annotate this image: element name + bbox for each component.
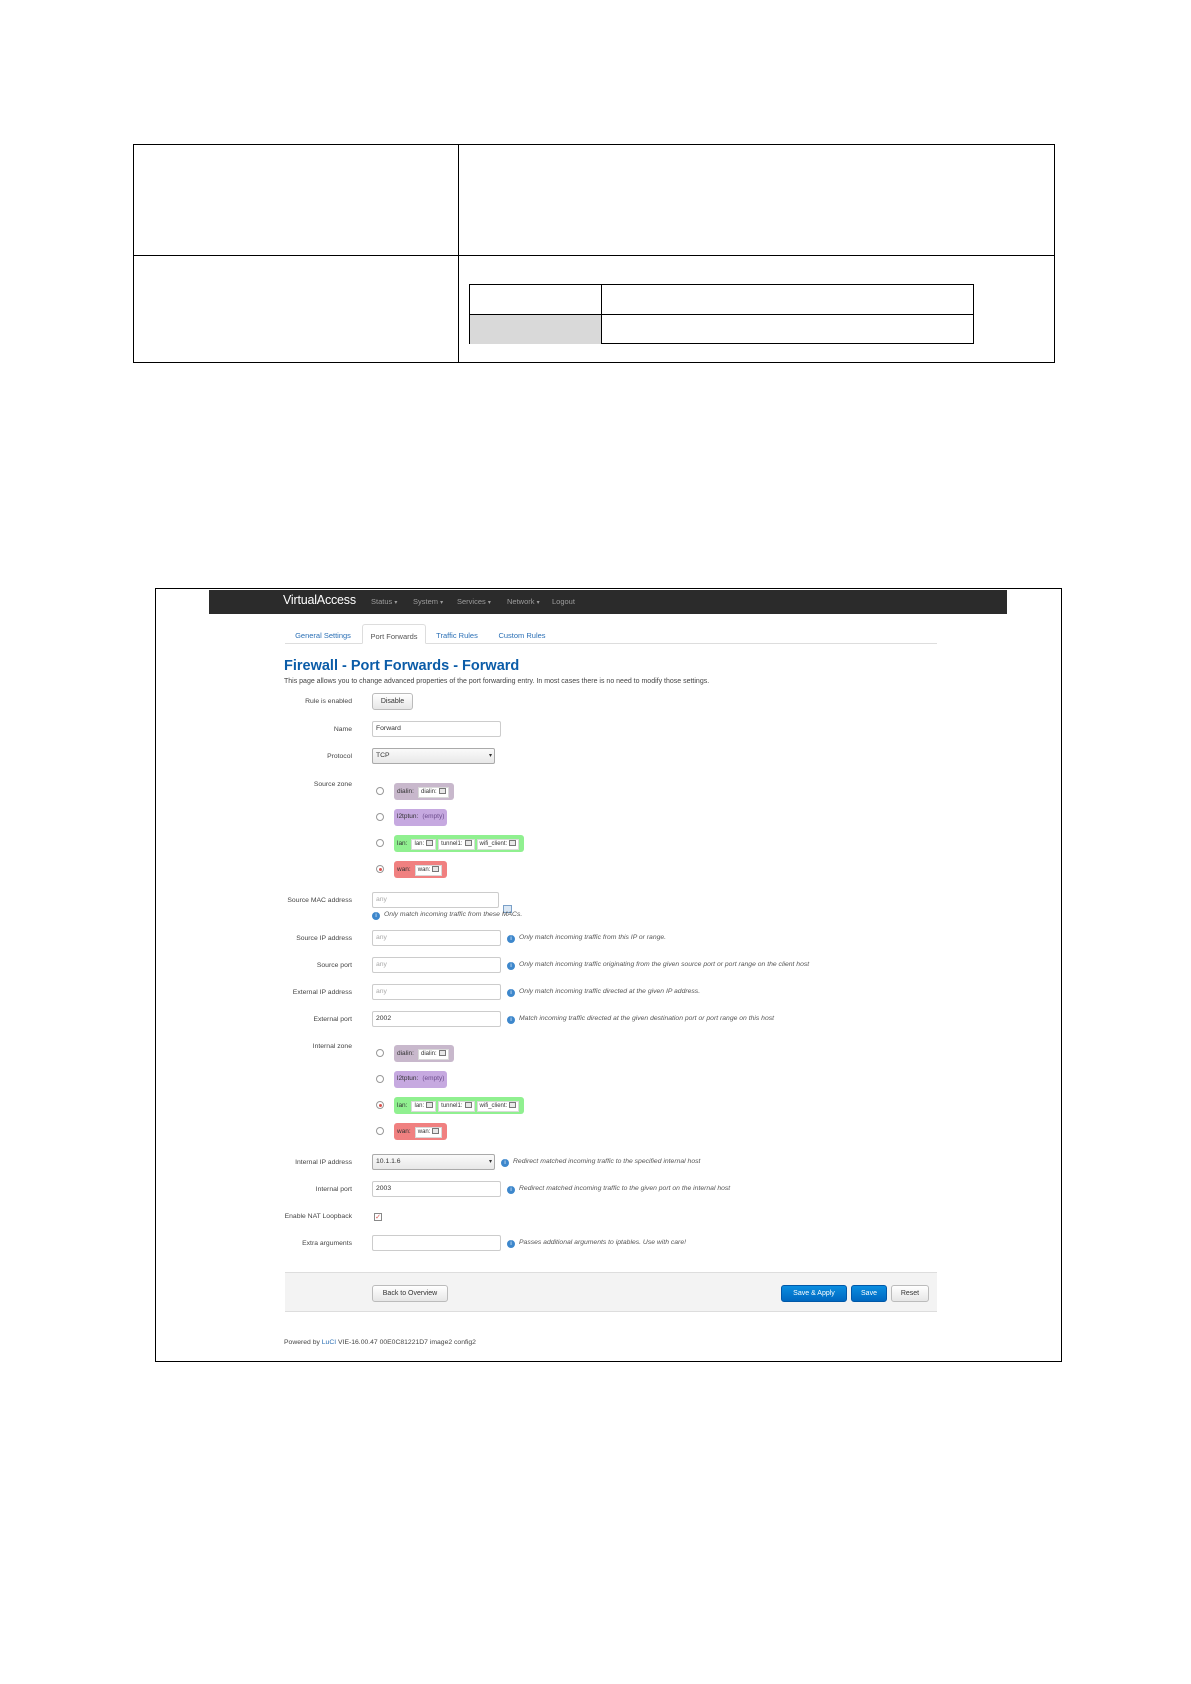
zone-name: wan: <box>397 866 411 873</box>
internal-port-label: Internal port <box>315 1186 352 1193</box>
name-input[interactable]: Forward <box>372 721 501 737</box>
nested-table <box>469 284 974 344</box>
source-zone-radio-dialin[interactable] <box>376 787 384 795</box>
top-navbar <box>209 590 1007 614</box>
source-ip-label: Source IP address <box>296 935 352 942</box>
network-device-icon <box>432 1128 439 1134</box>
source-zone-radio-wan[interactable] <box>376 865 384 873</box>
source-zone-radio-lan[interactable] <box>376 839 384 847</box>
nested-table-divider-horizontal <box>470 314 973 315</box>
network-device-icon <box>439 788 446 794</box>
device-chip: dialin: <box>418 787 449 798</box>
info-icon: i <box>507 935 515 943</box>
source-zone-radio-l2tptun[interactable] <box>376 813 384 821</box>
network-device-icon <box>439 1050 446 1056</box>
info-icon: i <box>507 1016 515 1024</box>
protocol-value: TCP <box>376 752 390 759</box>
device-chip: tunnel1: <box>438 1101 474 1112</box>
internal-zone-label: Internal zone <box>312 1043 352 1050</box>
extra-arguments-label: Extra arguments <box>302 1240 352 1247</box>
tab-traffic-rules[interactable]: Traffic Rules <box>436 631 478 640</box>
external-port-help: i Match incoming traffic directed at the given destination port or port range on this host <box>507 1015 774 1024</box>
device-chip: lan: <box>411 839 436 850</box>
rule-enabled-label: Rule is enabled <box>305 698 352 705</box>
action-bar <box>285 1272 937 1312</box>
zone-badge-dialin <box>394 783 454 800</box>
internal-ip-label: Internal IP address <box>295 1159 352 1166</box>
internal-zone-radio-wan[interactable] <box>376 1127 384 1135</box>
dropdown-arrow-icon: ▾ <box>488 1159 492 1165</box>
chevron-down-icon: ▾ <box>394 600 398 606</box>
tab-general-settings[interactable]: General Settings <box>295 631 351 640</box>
zone-name: lan: <box>397 840 408 847</box>
info-icon: i <box>507 1240 515 1248</box>
external-port-label: External port <box>313 1016 352 1023</box>
device-chip: wifi_client: <box>477 839 520 850</box>
internal-port-help: i Redirect matched incoming traffic to the given port on the internal host <box>507 1185 730 1194</box>
zone-name: lan: <box>397 1102 408 1109</box>
tunnel-icon <box>465 840 472 846</box>
internal-ip-select[interactable] <box>372 1154 495 1170</box>
zone-badge-l2tptun <box>394 809 447 826</box>
device-chip: lan: <box>411 1101 436 1112</box>
zone-name: l2tptun: <box>397 1075 419 1082</box>
nat-loopback-label: Enable NAT Loopback <box>284 1213 352 1220</box>
chevron-down-icon: ▾ <box>487 600 491 606</box>
protocol-select[interactable] <box>372 748 495 764</box>
wifi-icon <box>509 840 516 846</box>
save-apply-button[interactable]: Save & Apply <box>781 1285 847 1302</box>
source-mac-input[interactable]: any <box>372 892 499 908</box>
tab-port-forwards[interactable]: Port Forwards <box>362 624 426 644</box>
wifi-icon <box>509 1102 516 1108</box>
device-chip: wan: <box>415 1127 443 1138</box>
zone-badge-wan <box>394 1123 447 1140</box>
device-chip: wifi_client: <box>477 1101 520 1112</box>
zone-empty-text: (empty) <box>422 1075 445 1082</box>
reset-button[interactable]: Reset <box>891 1285 929 1302</box>
zone-name: dialin: <box>397 1050 414 1057</box>
zone-badge-lan <box>394 835 524 852</box>
chevron-down-icon: ▾ <box>536 600 540 606</box>
ethernet-icon <box>426 840 433 846</box>
zone-name: dialin: <box>397 788 414 795</box>
nav-system[interactable]: System ▾ <box>413 597 444 606</box>
source-ip-help: i Only match incoming traffic from this IP or range. <box>507 934 666 943</box>
info-icon: i <box>507 989 515 997</box>
tunnel-icon <box>465 1102 472 1108</box>
table-divider-vertical <box>458 145 459 362</box>
internal-ip-value: 10.1.1.6 <box>376 1158 401 1165</box>
save-button[interactable]: Save <box>851 1285 887 1302</box>
internal-ip-help: i Redirect matched incoming traffic to the specified internal host <box>501 1158 700 1167</box>
tab-custom-rules[interactable]: Custom Rules <box>498 631 546 640</box>
protocol-label: Protocol <box>327 753 352 760</box>
device-chip: wan: <box>415 865 443 876</box>
external-port-input[interactable]: 2002 <box>372 1011 501 1027</box>
source-port-input[interactable]: any <box>372 957 501 973</box>
powered-by-footer: Powered by LuCI VIE-16.00.47 00E0C81221D7 image2 config2 <box>284 1339 476 1346</box>
ui-screenshot-frame <box>155 588 1062 1362</box>
table-divider-horizontal <box>134 255 1054 256</box>
source-zone-label: Source zone <box>313 781 352 788</box>
zone-name: wan: <box>397 1128 411 1135</box>
zone-badge-wan <box>394 861 447 878</box>
zone-badge-dialin <box>394 1045 454 1062</box>
tab-bar <box>285 624 937 644</box>
zone-badge-lan <box>394 1097 524 1114</box>
internal-zone-radio-l2tptun[interactable] <box>376 1075 384 1083</box>
device-chip: tunnel1: <box>438 839 474 850</box>
page-title: Firewall - Port Forwards - Forward <box>284 658 520 674</box>
zone-name: l2tptun: <box>397 813 419 820</box>
source-port-label: Source port <box>316 962 352 969</box>
zone-badge-l2tptun <box>394 1071 447 1088</box>
internal-zone-radio-lan[interactable] <box>376 1101 384 1109</box>
disable-button[interactable]: Disable <box>372 693 413 710</box>
extra-arguments-help: i Passes additional arguments to iptables. Use with care! <box>507 1239 686 1248</box>
nav-services[interactable]: Services ▾ <box>457 597 491 606</box>
name-label: Name <box>333 726 352 733</box>
info-icon: i <box>501 1159 509 1167</box>
brand-logo[interactable]: VirtualAccess <box>283 593 356 607</box>
external-ip-input[interactable]: any <box>372 984 501 1000</box>
device-chip: dialin: <box>418 1049 449 1060</box>
document-table <box>133 144 1055 363</box>
zone-empty-text: (empty) <box>422 813 445 820</box>
nat-loopback-checkbox[interactable]: ✓ <box>375 1214 381 1221</box>
nav-network[interactable]: Network ▾ <box>507 597 540 606</box>
internal-zone-radio-dialin[interactable] <box>376 1049 384 1057</box>
nav-status[interactable]: Status ▾ <box>371 597 398 606</box>
external-ip-help: i Only match incoming traffic directed at the given IP address. <box>507 988 700 997</box>
source-port-help: i Only match incoming traffic originating from the given source port or port range on the client host <box>507 961 809 970</box>
source-ip-input[interactable]: any <box>372 930 501 946</box>
extra-arguments-input[interactable] <box>372 1235 501 1251</box>
network-device-icon <box>432 866 439 872</box>
ethernet-icon <box>426 1102 433 1108</box>
info-icon: i <box>507 962 515 970</box>
chevron-down-icon: ▾ <box>440 600 444 606</box>
external-ip-label: External IP address <box>292 989 352 996</box>
source-mac-help: i Only match incoming traffic from these MACs. <box>372 911 522 920</box>
info-icon: i <box>372 912 380 920</box>
shaded-cell <box>470 315 601 344</box>
back-to-overview-button[interactable]: Back to Overview <box>372 1285 448 1302</box>
internal-port-input[interactable]: 2003 <box>372 1181 501 1197</box>
source-mac-label: Source MAC address <box>287 897 352 904</box>
luci-link[interactable]: LuCI <box>321 1339 337 1346</box>
page-description: This page allows you to change advanced properties of the port forwarding entry. In most cases there is no need to modify those settings. <box>284 678 710 685</box>
nav-logout[interactable]: Logout <box>552 597 575 606</box>
dropdown-arrow-icon: ▾ <box>488 753 492 759</box>
info-icon: i <box>507 1186 515 1194</box>
